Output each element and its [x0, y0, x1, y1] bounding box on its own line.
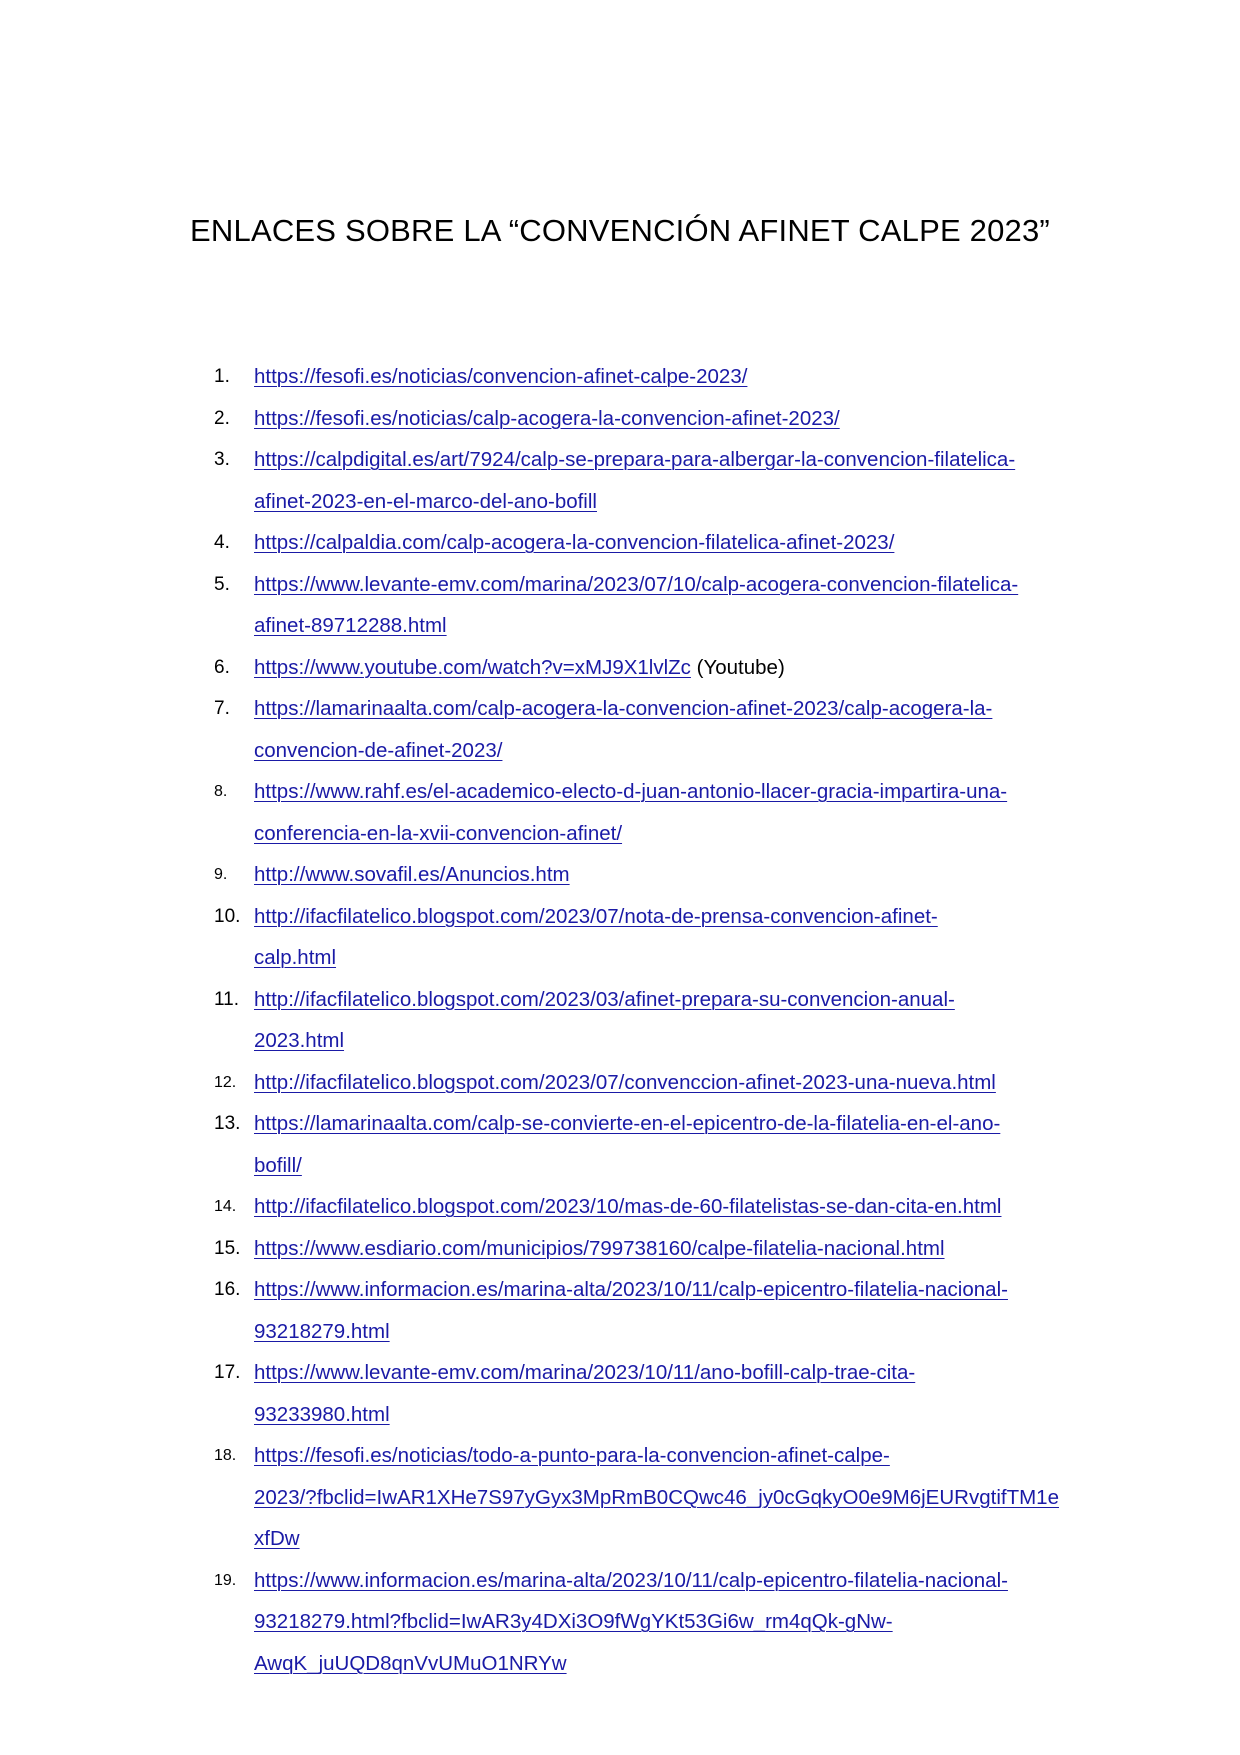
hyperlink[interactable]: 2023.html: [254, 1029, 345, 1052]
item-number: 19.: [214, 1571, 237, 1589]
hyperlink[interactable]: 93218279.html?fbclid=IwAR3y4DXi3O9fWgYKt53Gi6w_rm4qQk-gNw-: [254, 1610, 893, 1633]
link-list-item: [0, 522, 1240, 564]
item-number: 12.: [214, 1073, 237, 1091]
hyperlink[interactable]: 2023/?fbclid=IwAR1XHe7S97yGyx3MpRmB0CQwc46_jy0cGqkyO0e9M6jEURvgtifTM1e: [254, 1485, 1059, 1509]
link-list-item: [0, 1435, 1240, 1560]
hyperlink[interactable]: https://fesofi.es/noticias/convencion-afinet-calpe-2023/: [254, 365, 748, 388]
link-list-item: [0, 1228, 1240, 1270]
item-number: 14.: [214, 1198, 237, 1215]
hyperlink[interactable]: afinet-2023-en-el-marco-del-ano-bofill: [254, 489, 597, 513]
hyperlink[interactable]: AwqK_juUQD8qnVvUMuO1NRYw: [254, 1651, 567, 1675]
hyperlink[interactable]: xfDw: [254, 1527, 300, 1550]
item-number: 9.: [214, 866, 228, 883]
hyperlink[interactable]: conferencia-en-la-xvii-convencion-afinet/: [254, 821, 623, 845]
item-number: 11.: [214, 988, 240, 1010]
hyperlink[interactable]: https://www.levante-emv.com/marina/2023/10/11/ano-bofill-calp-trae-cita-: [254, 1361, 916, 1384]
link-list-item: [0, 647, 1240, 689]
item-number: 10.: [214, 905, 241, 927]
item-number: 3.: [214, 449, 230, 470]
hyperlink[interactable]: https://lamarinaalta.com/calp-acogera-la-convencion-afinet-2023/calp-acogera-la-: [254, 697, 993, 720]
link-list-item: [0, 564, 1240, 647]
link-list: [0, 356, 1240, 1684]
item-number: 15.: [214, 1237, 241, 1259]
item-number: 4.: [214, 532, 230, 553]
link-list-item: [0, 439, 1240, 522]
item-number: 17.: [214, 1362, 241, 1383]
link-note: (Youtube): [690, 655, 785, 679]
link-list-item: [0, 1269, 1240, 1352]
link-list-item: [0, 1103, 1240, 1186]
page-title: ENLACES SOBRE LA “CONVENCIÓN AFINET CALPE 2023”: [190, 213, 1050, 248]
link-list-item: [0, 979, 1240, 1062]
hyperlink[interactable]: http://ifacfilatelico.blogspot.com/2023/10/mas-de-60-filatelistas-se-dan-cita-en.html: [254, 1195, 1002, 1218]
hyperlink[interactable]: http://ifacfilatelico.blogspot.com/2023/07/convenccion-afinet-2023-una-nueva.html: [254, 1070, 996, 1094]
item-number: 1.: [214, 366, 230, 387]
hyperlink[interactable]: https://www.informacion.es/marina-alta/2023/10/11/calp-epicentro-filatelia-nacional-: [254, 1568, 1008, 1592]
hyperlink[interactable]: https://lamarinaalta.com/calp-se-convierte-en-el-epicentro-de-la-filatelia-en-el-ano-: [254, 1112, 1001, 1135]
link-list-item: [0, 356, 1240, 398]
link-list-item: [0, 688, 1240, 771]
hyperlink[interactable]: https://calpdigital.es/art/7924/calp-se-prepara-para-albergar-la-convencion-filatelica-: [254, 448, 1016, 471]
hyperlink[interactable]: https://fesofi.es/noticias/calp-acogera-la-convencion-afinet-2023/: [254, 406, 840, 430]
item-number: 8.: [214, 783, 228, 800]
hyperlink[interactable]: https://www.youtube.com/watch?v=xMJ9X1lvlZc: [254, 655, 691, 679]
link-list-item: [0, 398, 1240, 440]
item-number: 13.: [214, 1113, 241, 1134]
link-list-item: [0, 1186, 1240, 1228]
hyperlink[interactable]: https://www.rahf.es/el-academico-electo-d-juan-antonio-llacer-gracia-impartira-una-: [254, 780, 1008, 803]
hyperlink[interactable]: http://www.sovafil.es/Anuncios.htm: [254, 863, 570, 886]
item-number: 7.: [214, 698, 230, 719]
link-list-item: [0, 854, 1240, 896]
link-list-item: [0, 1560, 1240, 1685]
link-list-item: [0, 1352, 1240, 1435]
hyperlink[interactable]: https://www.levante-emv.com/marina/2023/07/10/calp-acogera-convencion-filatelica-: [254, 572, 1019, 596]
link-list-item: [0, 771, 1240, 854]
item-number: 5.: [214, 573, 230, 595]
hyperlink[interactable]: convencion-de-afinet-2023/: [254, 738, 503, 762]
hyperlink[interactable]: afinet-89712288.html: [254, 614, 447, 637]
item-number: 6.: [214, 656, 230, 678]
hyperlink[interactable]: https://www.esdiario.com/municipios/799738160/calpe-filatelia-nacional.html: [254, 1236, 945, 1260]
item-number: 18.: [214, 1447, 237, 1464]
item-number: 2.: [214, 407, 230, 429]
link-list-item: [0, 1062, 1240, 1104]
hyperlink[interactable]: http://ifacfilatelico.blogspot.com/2023/03/afinet-prepara-su-convencion-anual-: [254, 987, 955, 1011]
link-list-item: [0, 896, 1240, 979]
hyperlink[interactable]: https://www.informacion.es/marina-alta/2023/10/11/calp-epicentro-filatelia-nacional-: [254, 1278, 1008, 1301]
hyperlink[interactable]: bofill/: [254, 1153, 302, 1177]
hyperlink[interactable]: https://fesofi.es/noticias/todo-a-punto-para-la-convencion-afinet-calpe-: [254, 1444, 890, 1467]
hyperlink[interactable]: 93218279.html: [254, 1319, 390, 1343]
hyperlink[interactable]: 93233980.html: [254, 1402, 390, 1426]
hyperlink[interactable]: http://ifacfilatelico.blogspot.com/2023/07/nota-de-prensa-convencion-afinet-: [254, 904, 938, 928]
item-number: 16.: [214, 1279, 241, 1300]
hyperlink[interactable]: calp.html: [254, 946, 337, 969]
hyperlink[interactable]: https://calpaldia.com/calp-acogera-la-convencion-filatelica-afinet-2023/: [254, 531, 895, 554]
